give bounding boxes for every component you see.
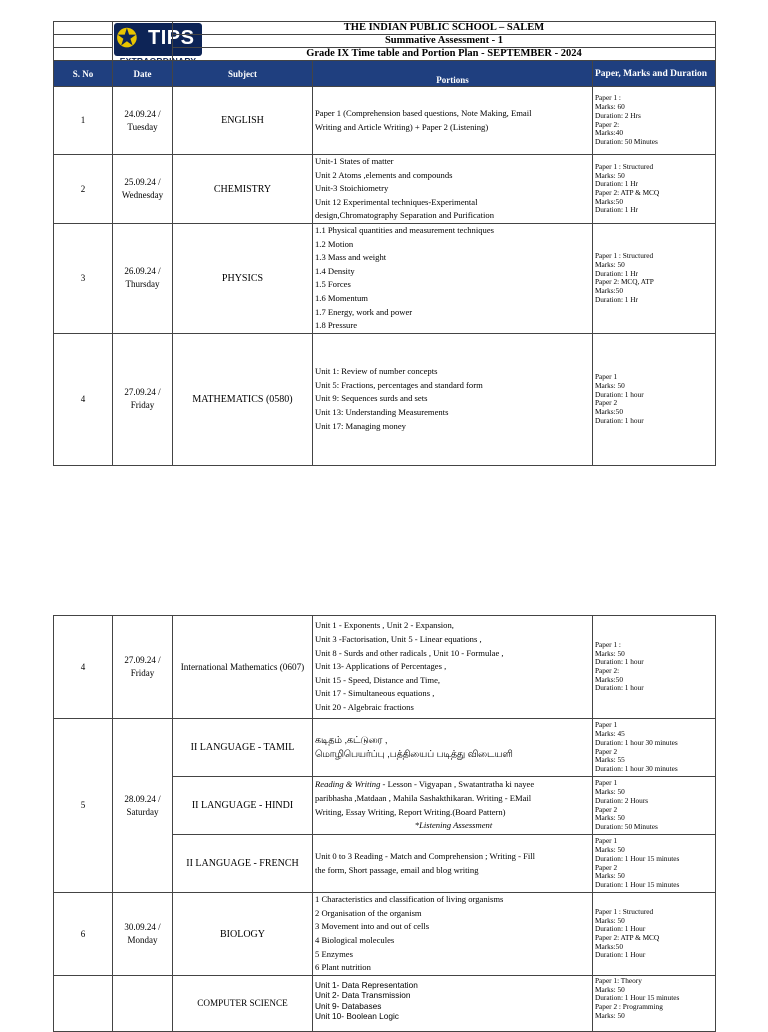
paper-line: Paper 1: [595, 779, 618, 788]
timetable-part-1: [53, 21, 716, 466]
date-cell: [113, 224, 173, 334]
portion-line: Unit 13- Applications of Percentages ,: [315, 661, 447, 672]
sno-cell: 2: [54, 155, 113, 224]
subject-cell: II LANGUAGE - TAMIL: [173, 719, 313, 777]
table-row: [54, 333, 716, 465]
portion-line: design,Chromatography Separation and Purification: [315, 210, 494, 221]
subject-cell: PHYSICS: [173, 224, 313, 334]
paper-line: Marks:40: [595, 129, 623, 138]
date-text: 28.09.24 /: [124, 793, 161, 804]
portion-line: Unit 12 Experimental techniques-Experimental: [315, 196, 478, 207]
col-portions: Portions: [313, 61, 593, 87]
subject-cell: MATHEMATICS (0580): [173, 333, 313, 465]
paper-line: Paper 1 : Structured: [595, 162, 654, 171]
table-row: [54, 87, 716, 155]
paper-line: Paper 2: MCQ, ATP: [595, 278, 654, 287]
paper-cell: [593, 224, 716, 334]
portions-cell: [313, 87, 593, 155]
portion-text: - Lesson - Vigyapan , Swatantratha ki nayee: [380, 779, 535, 790]
paper-line: Marks: 50: [595, 1011, 625, 1020]
assessment-title: Summative Assessment - 1: [173, 35, 716, 48]
column-header-row: [54, 61, 716, 87]
paper-line: Paper 2: [595, 747, 618, 756]
paper-line: Paper 1: [595, 837, 618, 846]
portion-line: 1.8 Pressure: [315, 320, 358, 331]
paper-cell: [593, 616, 716, 719]
timetable-part-2: [53, 615, 716, 1032]
plan-title: Grade IX Time table and Portion Plan - SEPTEMBER - 2024: [173, 48, 716, 61]
paper-line: Marks: 50: [595, 872, 625, 881]
paper-line: Marks:50: [595, 407, 623, 416]
portions-cell: [313, 777, 593, 835]
paper-line: Marks:50: [595, 197, 623, 206]
date-cell: [113, 333, 173, 465]
paper-line: Paper 2: [595, 863, 618, 872]
paper-line: Duration: 1 hour: [595, 390, 644, 399]
paper-line: Paper 1 :: [595, 640, 621, 649]
day-text: Friday: [130, 668, 155, 678]
portion-line: Unit 1: Review of number concepts: [315, 366, 438, 377]
paper-line: Paper 1 :: [595, 94, 621, 103]
portion-line: 1.1 Physical quantities and measurement techniques: [315, 225, 494, 235]
portion-line: 5 Enzymes: [315, 948, 353, 959]
paper-line: Duration: 1 Hour: [595, 925, 646, 934]
portions-cell: [313, 333, 593, 465]
day-text: Wednesday: [121, 190, 164, 200]
portion-line: paribhasha ,Matdaan , Mahila Sashakthikaran. Writing - EMail: [315, 792, 532, 803]
paper-line: Marks: 50: [595, 985, 625, 994]
paper-line: Marks: 50: [595, 649, 625, 658]
paper-line: Duration: 2 Hrs: [595, 111, 641, 120]
paper-line: Duration: 1 Hour 15 minutes: [595, 994, 680, 1003]
date-cell: [113, 719, 173, 893]
paper-line: Marks: 50: [595, 171, 625, 180]
table-row: [54, 224, 716, 334]
paper-line: Marks: 50: [595, 381, 625, 390]
sno-cell: 6: [54, 893, 113, 976]
paper-line: Paper 2: [595, 805, 618, 814]
sno-cell: 4: [54, 333, 113, 465]
date-text: 24.09.24 /: [124, 108, 161, 119]
paper-line: Marks:50: [595, 287, 623, 296]
subject-cell: II LANGUAGE - FRENCH: [173, 835, 313, 893]
paper-line: Paper 1 : Structured: [595, 907, 654, 916]
paper-line: Marks: 50: [595, 916, 625, 925]
table-row: [54, 893, 716, 976]
day-text: Thursday: [125, 279, 160, 290]
portion-line: Unit 1 - Exponents , Unit 2 - Expansion,: [315, 620, 454, 631]
portion-line: Paper 1 (Comprehension based questions, Note Making, Email: [315, 107, 532, 118]
portion-line: Unit 10- Boolean Logic: [315, 1010, 399, 1021]
portion-line: Unit 20 - Algebraic fractions: [315, 701, 414, 712]
portion-line: Unit 15 - Speed, Distance and Time,: [315, 674, 441, 685]
paper-line: Duration: 1 hour 30 minutes: [595, 764, 678, 773]
subject-cell: BIOLOGY: [173, 893, 313, 976]
paper-line: Duration: 1 Hr: [595, 269, 638, 278]
sno-cell: 1: [54, 87, 113, 155]
portion-line: 1.6 Momentum: [315, 292, 368, 303]
portion-line: Unit-1 States of matter: [315, 156, 394, 167]
portion-line: Unit 9- Databases: [315, 1000, 382, 1011]
sno-cell: 5: [54, 719, 113, 893]
paper-line: Paper 1: [595, 721, 618, 730]
paper-line: Duration: 1 Hr: [595, 206, 638, 215]
paper-line: Paper 1: [595, 373, 618, 382]
portion-line: the form, Short passage, email and blog writing: [315, 864, 479, 875]
paper-cell: [593, 893, 716, 976]
paper-line: Marks: 50: [595, 846, 625, 855]
day-text: Tuesday: [127, 121, 158, 132]
table-row: [54, 976, 716, 1032]
paper-line: Duration: 1 hour: [595, 684, 644, 693]
date-text: 27.09.24 /: [124, 655, 161, 665]
paper-cell: [593, 976, 716, 1032]
paper-cell: [593, 777, 716, 835]
portion-line: 4 Biological molecules: [315, 935, 395, 945]
paper-line: Marks: 50: [595, 260, 625, 269]
logo-brand: TIPS: [148, 27, 195, 49]
portion-line: 1.5 Forces: [315, 279, 351, 290]
date-cell: [113, 87, 173, 155]
paper-line: Paper 2:: [595, 667, 620, 675]
portion-line: 6 Plant nutrition: [315, 962, 371, 973]
school-name: THE INDIAN PUBLIC SCHOOL – SALEM: [173, 22, 716, 35]
paper-cell: [593, 333, 716, 465]
paper-line: Paper 2: ATP & MCQ: [595, 934, 660, 942]
date-cell: [113, 893, 173, 976]
paper-line: Duration: 50 Minutes: [595, 137, 658, 146]
sno-cell: 4: [54, 616, 113, 719]
paper-line: Marks: 60: [595, 103, 625, 112]
date-cell: [113, 616, 173, 719]
paper-cell: [593, 835, 716, 893]
portions-cell: [313, 616, 593, 719]
col-subject: Subject: [173, 61, 313, 87]
day-text: Saturday: [126, 806, 159, 817]
portion-line: 1 Characteristics and classification of living organisms: [315, 894, 504, 905]
portion-line: Unit 2 Atoms ,elements and compounds: [315, 169, 453, 180]
portions-cell: [313, 155, 593, 224]
portion-line: Unit 1- Data Representation: [315, 980, 418, 990]
paper-cell: [593, 87, 716, 155]
table-row: [54, 719, 716, 777]
col-sno: S. No: [54, 61, 113, 87]
paper-line: Marks: 50: [595, 788, 625, 797]
portions-cell: [313, 719, 593, 777]
portion-line: Unit 0 to 3 Reading - Match and Comprehension ; Writing - Fill: [315, 850, 536, 861]
portion-line: 1.3 Mass and weight: [315, 252, 387, 263]
portion-line: Unit 2- Data Transmission: [315, 990, 411, 1001]
paper-line: Paper 1: Theory: [595, 977, 642, 985]
date-text: 30.09.24 /: [124, 922, 161, 932]
paper-cell: [593, 155, 716, 224]
portion-line: 1.7 Energy, work and power: [315, 306, 413, 317]
paper-line: Duration: 50 Minutes: [595, 822, 658, 831]
portion-line: 1.4 Density: [315, 265, 355, 276]
subject-cell: ENGLISH: [173, 87, 313, 155]
subject-cell: COMPUTER SCIENCE: [173, 976, 313, 1032]
paper-line: Paper 1 : Structured: [595, 252, 654, 261]
portion-line: Unit 8 - Surds and other radicals , Unit 10 - Formulae ,: [315, 647, 504, 658]
paper-line: Paper 2: [595, 399, 618, 408]
day-text: Monday: [127, 935, 158, 945]
date-text: 27.09.24 /: [124, 387, 161, 398]
portion-lead: Reading & Writing: [315, 779, 381, 790]
portion-line: Unit 13: Understanding Measurements: [315, 407, 449, 418]
portion-line: 1.2 Motion: [315, 238, 354, 249]
portion-line: Unit 5: Fractions, percentages and standard form: [315, 379, 483, 390]
subject-cell: II LANGUAGE - HINDI: [173, 777, 313, 835]
paper-line: Duration: 2 Hours: [595, 796, 649, 805]
portion-line: 3 Movement into and out of cells: [315, 921, 430, 932]
paper-line: Marks:50: [595, 675, 623, 684]
sno-cell: [54, 976, 113, 1032]
portion-line: Unit-3 Stoichiometry: [315, 183, 389, 194]
portion-line: Writing, Essay Writing, Report Writing.(Board Pattern): [315, 806, 506, 817]
portions-cell: [313, 224, 593, 334]
paper-line: Marks: 55: [595, 756, 625, 765]
portion-line: [315, 778, 592, 792]
paper-line: Duration: 1 Hour 15 minutes: [595, 880, 680, 889]
portion-line: 2 Organisation of the organism: [315, 907, 422, 918]
col-paper: Paper, Marks and Duration: [593, 61, 716, 87]
date-cell: [113, 976, 173, 1032]
table-row: [54, 616, 716, 719]
table-row: [54, 155, 716, 224]
paper-line: Duration: 1 hour: [595, 658, 644, 667]
col-date: Date: [113, 61, 173, 87]
subject-cell: CHEMISTRY: [173, 155, 313, 224]
portion-line: Unit 3 -Factorisation, Unit 5 - Linear equations ,: [315, 634, 482, 645]
paper-line: Paper 2: ATP & MCQ: [595, 189, 660, 197]
paper-line: Duration: 1 Hour: [595, 951, 646, 960]
subject-cell: International Mathematics (0607): [173, 616, 313, 719]
paper-line: Marks:50: [595, 942, 623, 951]
portion-line: Writing and Article Writing) + Paper 2 (Listening): [315, 121, 489, 132]
paper-cell: [593, 719, 716, 777]
portions-cell: [313, 835, 593, 893]
date-cell: [113, 155, 173, 224]
portion-line: கடிதம் ,கட்டுரை ,: [315, 734, 388, 745]
portions-cell: [313, 976, 593, 1032]
paper-line: Duration: 1 hour 30 minutes: [595, 738, 678, 747]
paper-line: Marks: 50: [595, 814, 625, 823]
portion-line: Unit 9: Sequences surds and sets: [315, 393, 428, 404]
star-icon: ✪: [116, 24, 138, 54]
portions-cell: [313, 893, 593, 976]
paper-line: Duration: 1 Hr: [595, 180, 638, 189]
paper-line: Marks: 45: [595, 730, 625, 739]
day-text: Friday: [130, 400, 155, 411]
portion-line: Unit 17 - Simultaneous equations ,: [315, 688, 435, 699]
listening-note: *Listening Assessment: [414, 820, 493, 831]
portion-line: Unit 17: Managing money: [315, 420, 406, 431]
date-text: 25.09.24 /: [124, 177, 161, 187]
date-text: 26.09.24 /: [124, 266, 161, 277]
portion-line: மொழிபெயர்ப்பு ,பத்தியைப் படித்து விடையளி: [315, 748, 513, 759]
paper-line: Paper 2 : Programming: [595, 1003, 663, 1012]
paper-line: Duration: 1 Hour 15 minutes: [595, 854, 680, 863]
paper-line: Duration: 1 hour: [595, 416, 644, 425]
sno-cell: 3: [54, 224, 113, 334]
paper-line: Duration: 1 Hr: [595, 295, 638, 304]
paper-line: Paper 2:: [595, 120, 620, 129]
